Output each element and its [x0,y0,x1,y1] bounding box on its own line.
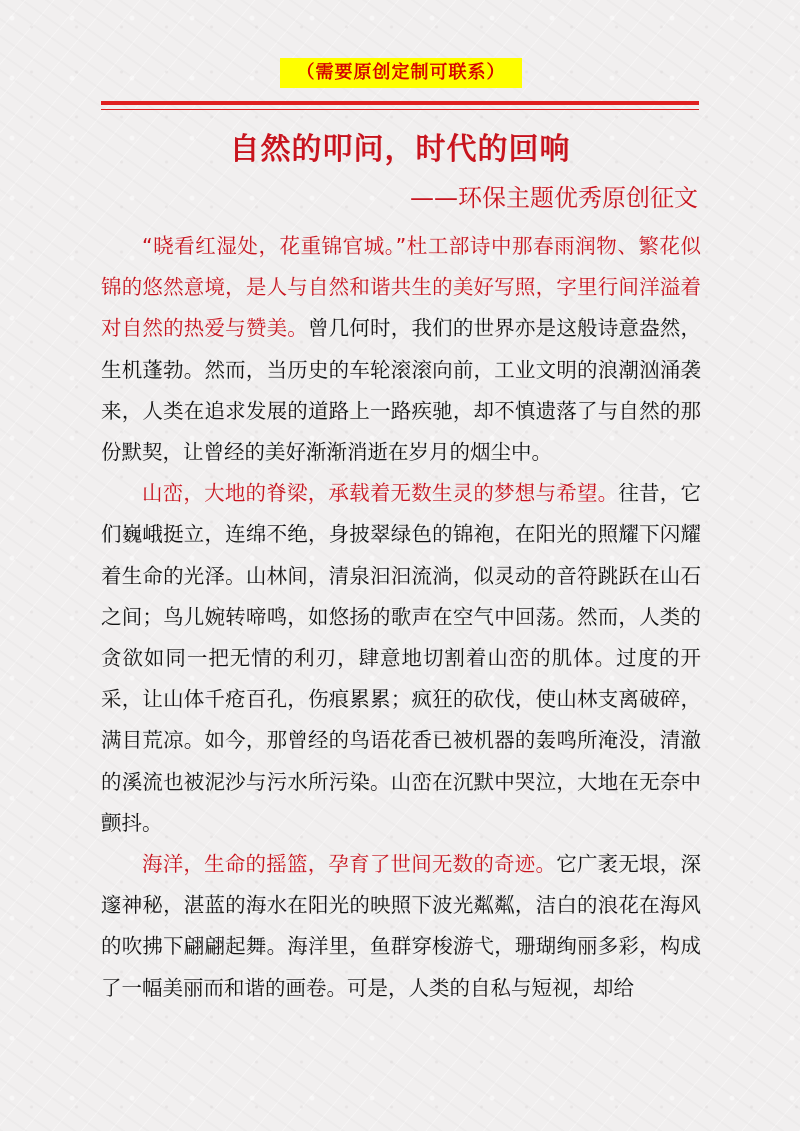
header-divider-thin [101,109,699,110]
contact-banner: （需要原创定制可联系） [280,58,522,88]
paragraph-3-lead: 海洋，生命的摇篮，孕育了世间无数的奇迹。 [142,852,557,877]
essay-body [101,226,701,1009]
paragraph-3 [101,844,701,1009]
paragraph-2-lead: 山峦，大地的脊梁，承载着无数生灵的梦想与希望。 [142,481,619,506]
paragraph-2-text: 往昔，它们巍峨挺立，连绵不绝，身披翠绿色的锦袍，在阳光的照耀下闪耀着生命的光泽。山林间，清泉汩汩流淌，似灵动的音符跳跃在山石之间；鸟儿婉转啼鸣，如悠扬的歌声在空气中回荡。然而，人类的贪欲如同一把无情的利刃，肆意地切割着山峦的肌体。过度的开采，让山体千疮百孔，伤痕累累；疯狂的砍伐，使山林支离破碎，满目荒凉。如今，那曾经的鸟语花香已被机器的轰鸣所淹没，清澈的溪流也被泥沙与污水所污染。山峦在沉默中哭泣，大地在无奈中颤抖。 [101,481,702,835]
header-divider-thick [101,101,699,105]
paragraph-3-text: 它广袤无垠，深邃神秘，湛蓝的海水在阳光的映照下波光粼粼，洁白的浪花在海风的吹拂下翩翩起舞。海洋里，鱼群穿梭游弋，珊瑚绚丽多彩，构成了一幅美丽而和谐的画卷。可是，人类的自私与短视，却给 [101,852,702,1000]
paragraph-1-text: 曾几何时，我们的世界亦是这般诗意盎然，生机蓬勃。然而，当历史的车轮滚滚向前，工业文明的浪潮汹涌袭来，人类在追求发展的道路上一路疾驰，却不慎遗落了与自然的那份默契，让曾经的美好渐渐消逝在岁月的烟尘中。 [101,316,702,465]
essay-subtitle: ——环保主题优秀原创征文 [410,184,698,212]
essay-title: 自然的叩问，时代的回响 [229,132,571,167]
paragraph-1 [101,226,701,473]
paragraph-2 [101,473,701,844]
paragraph-1-lead: “晓看红湿处，花重锦官城。”杜工部诗中那春雨润物、繁花似锦的悠然意境，是人与自然和谐共生的美好写照，字里行间洋溢着对自然的热爱与赞美。 [101,234,701,341]
